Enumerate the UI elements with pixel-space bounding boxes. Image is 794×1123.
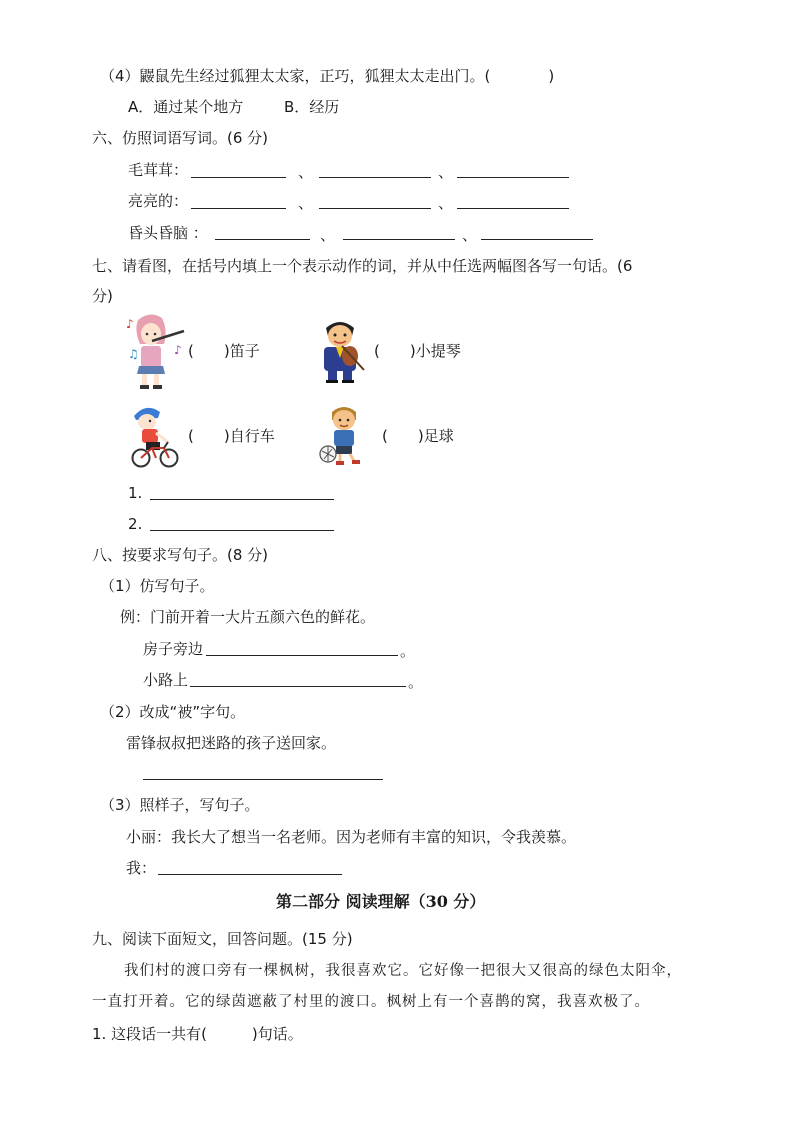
separator: 、 [462, 226, 478, 244]
s8-part-2-answer-blank[interactable] [143, 779, 383, 780]
q4-option-b: B．经历 [284, 98, 340, 116]
s8-part-3: （3）照样子，写句子。 [100, 796, 260, 814]
section-9-title: 九、阅读下面短文，回答问题。(15 分) [92, 930, 353, 948]
separator: 、 [298, 194, 314, 212]
boy-playing-violin-icon [312, 316, 374, 384]
s8-part-1: （1）仿写句子。 [100, 577, 215, 595]
s7-line-2-blank[interactable] [150, 530, 334, 531]
s6-row-1-blank-1[interactable] [191, 177, 286, 178]
s6-row-1-label: 毛茸茸： [128, 161, 189, 179]
section-7-title-line-2: 分) [92, 287, 113, 305]
part-2-heading: 第二部分 阅读理解（30 分） [276, 892, 486, 911]
section-8-title: 八、按要求写句子。(8 分) [92, 546, 269, 564]
s7-line-1-blank[interactable] [150, 499, 334, 500]
s6-row-2-label: 亮亮的： [128, 192, 189, 210]
section-7-title-line-1: 七、请看图，在括号内填上一个表示动作的词，并从中任选两幅图各写一句话。(6 [92, 257, 633, 275]
s6-row-3-blank-2[interactable] [343, 239, 455, 240]
s9-question-1: 1. 这段话一共有( )句话。 [92, 1025, 303, 1043]
q4-option-a: A．通过某个地方 [128, 98, 244, 116]
s7-item-flute: ( )笛子 [188, 342, 260, 360]
s9-passage-line-1: 我们村的渡口旁有一棵枫树，我很喜欢它。它好像一把很大又很高的绿色太阳伞， [124, 963, 682, 979]
svg-text:♪: ♪ [174, 343, 182, 357]
separator: 、 [438, 163, 454, 181]
separator: 、 [320, 226, 336, 244]
section-6-title: 六、仿照词语写词。(6 分) [92, 129, 269, 147]
svg-text:♪: ♪ [126, 317, 134, 331]
separator: 、 [438, 194, 454, 212]
separator: 、 [298, 163, 314, 181]
s6-row-3-label: 昏头昏脑 ： [128, 224, 208, 242]
s7-item-violin: ( )小提琴 [374, 342, 461, 360]
s9-passage-line-2: 一直打开着。它的绿茵遮蔽了村里的渡口。枫树上有一个喜鹊的窝，我喜欢极了。 [92, 994, 650, 1010]
s8-fill-1-blank[interactable] [206, 655, 398, 656]
s7-item-bicycle: ( )自行车 [188, 427, 275, 445]
s7-line-2-label: 2. [128, 515, 143, 533]
q4-question: （4）鼹鼠先生经过狐狸太太家，正巧，狐狸太太走出门。( ) [100, 67, 555, 85]
s8-part-2: （2）改成“被”字句。 [100, 703, 246, 721]
s8-part-3-answer-blank[interactable] [158, 874, 342, 875]
s8-part-3-me-label: 我： [126, 859, 157, 877]
s6-row-3-blank-3[interactable] [481, 239, 593, 240]
s6-row-2-blank-1[interactable] [191, 208, 286, 209]
s8-fill-2-label: 小路上 [143, 671, 189, 689]
s6-row-2-blank-2[interactable] [319, 208, 431, 209]
girl-playing-flute-icon [124, 310, 188, 390]
s8-part-3-example: 小丽：我长大了想当一名老师。因为老师有丰富的知识，令我羡慕。 [126, 828, 577, 846]
s6-row-3-blank-1[interactable] [215, 239, 310, 240]
boy-playing-football-icon [318, 404, 368, 466]
s8-fill-1-end: 。 [400, 642, 416, 660]
s8-fill-2-end: 。 [408, 673, 424, 691]
s6-row-1-blank-2[interactable] [319, 177, 431, 178]
s8-example: 例：门前开着一大片五颜六色的鲜花。 [120, 608, 376, 626]
s7-line-1-label: 1. [128, 484, 143, 502]
s6-row-2-blank-3[interactable] [457, 208, 569, 209]
s6-row-1-blank-3[interactable] [457, 177, 569, 178]
svg-text:♫: ♫ [128, 347, 139, 361]
child-riding-bicycle-icon [128, 402, 180, 468]
s8-fill-2-blank[interactable] [190, 686, 406, 687]
s8-part-2-sentence: 雷锋叔叔把迷路的孩子送回家。 [126, 734, 337, 752]
s7-item-football: ( )足球 [382, 427, 454, 445]
s8-fill-1-label: 房子旁边 [143, 640, 204, 658]
